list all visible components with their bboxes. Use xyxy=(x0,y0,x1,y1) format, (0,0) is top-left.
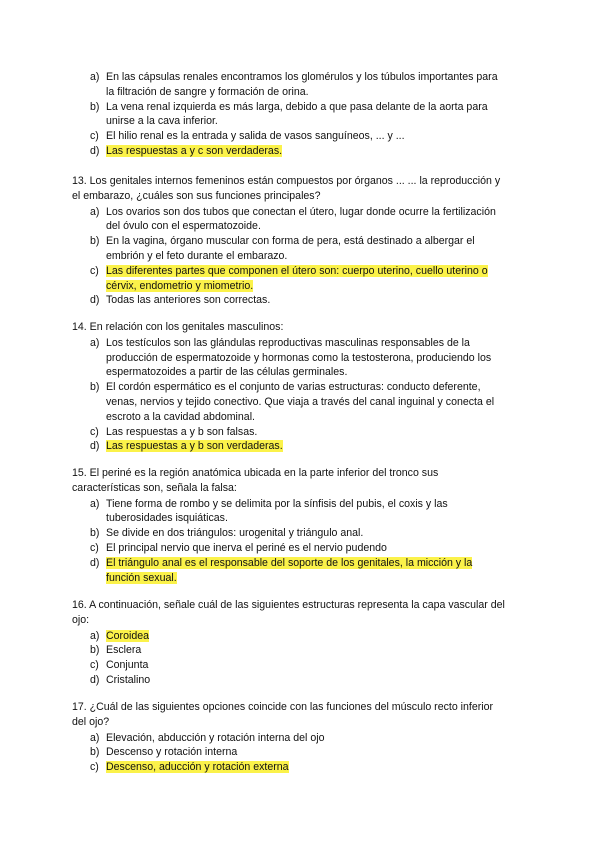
question-stem: 17. ¿Cuál de las siguientes opciones coincide con las funciones del músculo recto inferior del ojo? xyxy=(72,701,494,728)
option-14-c: c) Las respuestas a y b son falsas. xyxy=(90,425,258,438)
option-14-b: b) El cordón espermático es el conjunto de varias estructuras: conducto deferente, venas, nervios y tejido conectivo. Que viaja a través del canal inguinal y conecta el escroto a la cavidad abdominal. xyxy=(90,381,495,423)
option-text: Esclera xyxy=(106,644,142,657)
option-text: El hilio renal es la entrada y salida de vasos sanguíneos, ... y ... xyxy=(106,130,405,143)
highlighted-answer: cérvix, endometrio y miometrio. xyxy=(106,279,254,292)
option-13-d: d) Todas las anteriores son correctas. xyxy=(90,294,271,307)
option-13-c: c) Las diferentes partes que componen el útero son: cuerpo uterino, cuello uterino o cérvix, endometrio y miometrio. xyxy=(90,264,488,292)
option-text: La vena renal izquierda es más larga, debido a que pasa delante de la aorta para xyxy=(106,100,488,113)
option-16-b: b) Esclera xyxy=(90,644,142,657)
option-text: Elevación, abducción y rotación interna del ojo xyxy=(106,731,325,744)
option-text: Los ovarios son dos tubos que conectan el útero, lugar donde ocurre la fertilización xyxy=(106,205,496,218)
option-12-a: a) En las cápsulas renales encontramos los glomérulos y los túbulos importantes para la filtración de sangre y formación de orina. xyxy=(90,71,498,98)
option-12-c: c) El hilio renal es la entrada y salida de vasos sanguíneos, ... y ... xyxy=(90,130,405,143)
option-text: Se divide en dos triángulos: urogenital y triángulo anal. xyxy=(106,527,364,540)
option-text: Las respuestas a y b son falsas. xyxy=(106,425,258,438)
option-17-a: a) Elevación, abducción y rotación interna del ojo xyxy=(90,731,325,744)
question-stem: 15. El periné es la región anatómica ubicada en la parte inferior del tronco sus características son, señala la falsa: xyxy=(72,467,439,494)
option-14-a: a) Los testículos son las glándulas reproductivas masculinas responsables de la producción de espermatozoide y hormonas como la testosterona, produciendo los espermatozoides a partir de las células germinales. xyxy=(90,336,492,379)
option-15-a: a) Tiene forma de rombo y se delimita por la sínfisis del pubis, el coxis y las tuberosidades isquiáticas. xyxy=(90,497,448,525)
highlighted-answer: Las respuestas a y b son verdaderas. xyxy=(106,440,283,453)
option-12-d: d) Las respuestas a y c son verdaderas. xyxy=(90,144,283,157)
option-text: escroto a la cavidad abdominal. xyxy=(106,410,255,423)
option-15-b: b) Se divide en dos triángulos: urogenital y triángulo anal. xyxy=(90,527,364,540)
option-text: embrión y el feto durante el embarazo. xyxy=(106,249,288,262)
option-text: El principal nervio que inerva el periné es el nervio pudendo xyxy=(106,541,387,554)
option-16-c: c) Conjunta xyxy=(90,659,149,672)
option-17-c: c) Descenso, aducción y rotación externa xyxy=(90,761,289,774)
option-text: Los testículos son las glándulas reproductivas masculinas responsables de la xyxy=(106,336,470,349)
question-12 xyxy=(72,70,532,159)
option-text: El cordón espermático es el conjunto de varias estructuras: conducto deferente, xyxy=(106,381,481,394)
option-text: venas, nervios y tejido conectivo. Que viaja a través del canal inguinal y conecta el xyxy=(106,395,495,408)
option-16-d: d) Cristalino xyxy=(90,673,151,686)
option-17-b: b) Descenso y rotación interna xyxy=(90,746,238,759)
option-text: Cristalino xyxy=(106,673,151,686)
question-15 xyxy=(72,466,532,585)
question-stem: 13. Los genitales internos femeninos están compuestos por órganos ... ... la reproducción y el embarazo, ¿cuáles son sus funciones principales? xyxy=(72,175,501,202)
option-text: del óvulo con el espermatozoide. xyxy=(106,220,261,233)
highlighted-answer: Descenso, aducción y rotación externa xyxy=(106,761,289,774)
option-15-d: d) El triángulo anal es el responsable del soporte de los genitales, la micción y la función sexual. xyxy=(90,556,473,584)
option-15-c: c) El principal nervio que inerva el periné es el nervio pudendo xyxy=(90,541,387,554)
option-text: Descenso y rotación interna xyxy=(106,746,238,759)
option-text: En la vagina, órgano muscular con forma de pera, está destinado a albergar el xyxy=(106,235,475,248)
option-text: Conjunta xyxy=(106,659,149,672)
option-text: En las cápsulas renales encontramos los glomérulos y los túbulos importantes para xyxy=(106,71,498,83)
question-17 xyxy=(72,700,532,775)
question-13 xyxy=(72,174,532,308)
option-16-a: a) Coroidea xyxy=(90,629,149,642)
option-text: tuberosidades isquiáticas. xyxy=(106,512,228,525)
highlighted-answer: Las respuestas a y c son verdaderas. xyxy=(106,144,283,157)
option-text: unirse a la cava inferior. xyxy=(106,115,218,128)
highlighted-answer: Coroidea xyxy=(106,629,149,642)
highlighted-answer: El triángulo anal es el responsable del soporte de los genitales, la micción y la xyxy=(106,556,473,569)
question-stem: 16. A continuación, señale cuál de las siguientes estructuras representa la capa vascular del ojo: xyxy=(72,599,505,626)
option-14-d: d) Las respuestas a y b son verdaderas. xyxy=(90,440,283,453)
option-13-b: b) En la vagina, órgano muscular con forma de pera, está destinado a albergar el embrión y el feto durante el embarazo. xyxy=(90,235,475,262)
option-12-b: b) La vena renal izquierda es más larga, debido a que pasa delante de la aorta para unirse a la cava inferior. xyxy=(90,100,488,128)
question-16 xyxy=(72,598,532,688)
option-text: la filtración de sangre y formación de orina. xyxy=(106,85,309,98)
option-13-a: a) Los ovarios son dos tubos que conectan el útero, lugar donde ocurre la fertilización del óvulo con el espermatozoide. xyxy=(90,205,496,233)
option-text: espermatozoides a partir de las células germinales. xyxy=(106,366,348,379)
highlighted-answer: Las diferentes partes que componen el útero son: cuerpo uterino, cuello uterino o xyxy=(106,264,488,277)
option-text: Todas las anteriores son correctas. xyxy=(106,294,271,307)
highlighted-answer: función sexual. xyxy=(106,571,177,584)
option-text: producción de espermatozoide y hormonas como la testosterona, produciendo los xyxy=(106,351,492,364)
question-14 xyxy=(72,320,532,454)
question-stem: 14. En relación con los genitales masculinos: xyxy=(72,321,284,333)
option-text: Tiene forma de rombo y se delimita por la sínfisis del pubis, el coxis y las xyxy=(106,497,448,510)
